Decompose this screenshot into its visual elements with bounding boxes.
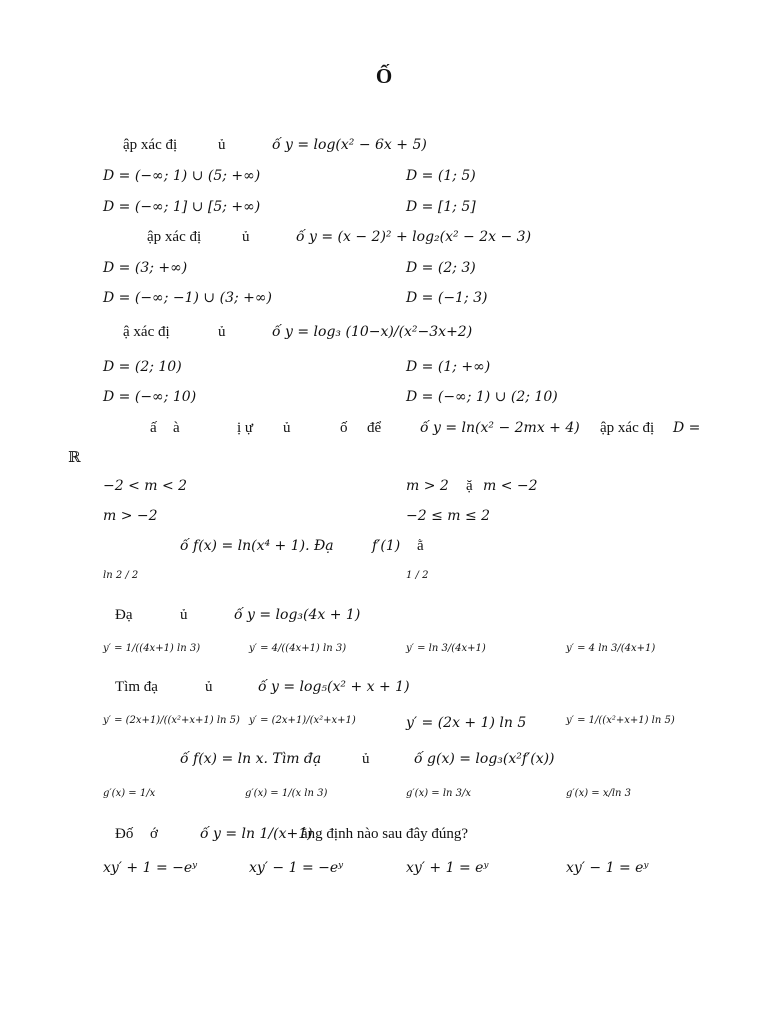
- q9-option-c[interactable]: xy′ + 1 = eʸ: [406, 860, 489, 876]
- q3-option-c[interactable]: D = (−∞; 10): [103, 389, 197, 405]
- question-4-options-row2: [0, 508, 768, 534]
- q7-option-b[interactable]: y′ = (2x+1)/(x²+x+1): [249, 715, 356, 726]
- q5-option-a[interactable]: ln 2 / 2: [103, 570, 139, 581]
- question-1-options-row2: [0, 199, 768, 225]
- q7-option-a[interactable]: y′ = (2x+1)/((x²+x+1) ln 5): [103, 715, 240, 726]
- q4-stem-d: ủ: [283, 420, 291, 436]
- question-2-options-row1: [0, 260, 768, 286]
- q4-option-d[interactable]: −2 ≤ m ≤ 2: [406, 508, 491, 524]
- question-7-stem: [0, 679, 768, 705]
- question-8-stem: [0, 751, 768, 777]
- q1-option-c[interactable]: D = (−∞; 1] ∪ [5; +∞): [103, 199, 261, 215]
- question-7-options: [0, 715, 768, 741]
- q1-stem-b: ủ: [218, 137, 226, 153]
- q4-function: ố y = ln(x² − 2mx + 4): [420, 420, 580, 436]
- q1-option-b[interactable]: D = (1; 5): [406, 168, 476, 184]
- question-4-stem-cont: [0, 448, 768, 474]
- q6-stem-b: ủ: [180, 607, 188, 623]
- question-4-stem: [0, 420, 768, 446]
- q4-option-c[interactable]: m > −2: [103, 508, 158, 524]
- q6-option-d[interactable]: y′ = 4 ln 3/(4x+1): [566, 643, 656, 654]
- q8-stem-b: ủ: [362, 751, 370, 767]
- q4-option-b[interactable]: m > 2: [406, 478, 449, 494]
- q3-option-d[interactable]: D = (−∞; 1) ∪ (2; 10): [406, 389, 558, 405]
- q8-option-a[interactable]: g′(x) = 1/x: [103, 788, 156, 799]
- question-9-stem: [0, 826, 768, 852]
- q2-function: ố y = (x − 2)² + log₂(x² − 2x − 3): [296, 229, 532, 245]
- question-4-options-row1: [0, 478, 768, 504]
- q6-stem-a: Đạ: [115, 607, 133, 623]
- q4-stem-b: à: [173, 420, 180, 436]
- question-5-stem: [0, 538, 768, 564]
- q4-stem-f: để: [367, 420, 382, 436]
- question-3-options-row1: [0, 359, 768, 385]
- q4-stem-a: ấ: [150, 420, 157, 436]
- q4-option-a[interactable]: −2 < m < 2: [103, 478, 188, 494]
- q5-function: ố f(x) = ln(x⁴ + 1). Đạ: [180, 538, 334, 554]
- q9-stem-a: Đố: [115, 826, 134, 842]
- q1-function: ố y = log(x² − 6x + 5): [272, 137, 427, 153]
- q8-option-b[interactable]: g′(x) = 1/(x ln 3): [245, 788, 328, 799]
- q2-option-a[interactable]: D = (3; +∞): [103, 260, 188, 276]
- q3-option-a[interactable]: D = (2; 10): [103, 359, 182, 375]
- q6-option-c[interactable]: y′ = ln 3/(4x+1): [406, 643, 486, 654]
- q5-stem-c: ằ: [417, 538, 424, 554]
- q4-stem-i: D =: [673, 420, 701, 436]
- question-2-options-row2: [0, 290, 768, 316]
- q2-option-d[interactable]: D = (−1; 3): [406, 290, 488, 306]
- question-6-options: [0, 643, 768, 669]
- q7-option-d[interactable]: y′ = 1/((x²+x+1) ln 5): [566, 715, 675, 726]
- q3-stem-a: ậ xác đị: [123, 324, 170, 340]
- q6-option-a[interactable]: y′ = 1/((4x+1) ln 3): [103, 643, 201, 654]
- q4-option-b-part2[interactable]: m < −2: [483, 478, 538, 494]
- question-6-stem: [0, 607, 768, 633]
- q2-option-c[interactable]: D = (−∞; −1) ∪ (3; +∞): [103, 290, 272, 306]
- question-1-stem: [0, 137, 768, 163]
- q7-function: ố y = log₅(x² + x + 1): [258, 679, 410, 695]
- q4-option-b-or: ặ: [466, 478, 473, 494]
- q7-stem-b: ủ: [205, 679, 213, 695]
- question-2-stem: [0, 229, 768, 255]
- q9-stem-b: ớ: [150, 826, 158, 842]
- q8-option-c[interactable]: g′(x) = ln 3/x: [406, 788, 472, 799]
- question-3-stem: [0, 324, 768, 350]
- q9-stem-d: ẳng định nào sau đây đúng?: [301, 826, 469, 842]
- q2-stem-b: ủ: [242, 229, 250, 245]
- q4-real-set: ℝ: [68, 450, 81, 466]
- q5-option-b[interactable]: 1 / 2: [406, 570, 429, 581]
- q6-option-b[interactable]: y′ = 4/((4x+1) ln 3): [249, 643, 347, 654]
- question-3-options-row2: [0, 389, 768, 415]
- q9-function: ố y = ln 1/(x+1): [200, 826, 313, 842]
- q3-option-b[interactable]: D = (1; +∞): [406, 359, 491, 375]
- q5-derivative: f′(1): [372, 538, 401, 554]
- q4-stem-h: ập xác đị: [600, 420, 655, 436]
- q8-option-d[interactable]: g′(x) = x/ln 3: [566, 788, 632, 799]
- q3-stem-b: ủ: [218, 324, 226, 340]
- q8-function-g: ố g(x) = log₃(x²f′(x)): [414, 751, 555, 767]
- q9-option-d[interactable]: xy′ − 1 = eʸ: [566, 860, 649, 876]
- q1-option-d[interactable]: D = [1; 5]: [406, 199, 476, 215]
- q6-function: ố y = log₃(4x + 1): [234, 607, 361, 623]
- q2-option-b[interactable]: D = (2; 3): [406, 260, 476, 276]
- q1-stem-a: ập xác đị: [123, 137, 178, 153]
- q9-option-a[interactable]: xy′ + 1 = −eʸ: [103, 860, 198, 876]
- q8-function-f: ố f(x) = ln x. Tìm đạ: [180, 751, 322, 767]
- question-1-options-row1: [0, 168, 768, 194]
- q4-stem-e: ố: [340, 420, 348, 436]
- q2-stem-a: ập xác đị: [147, 229, 202, 245]
- question-5-options: [0, 570, 768, 596]
- question-9-options: [0, 860, 768, 886]
- q1-option-a[interactable]: D = (−∞; 1) ∪ (5; +∞): [103, 168, 261, 184]
- q7-option-c[interactable]: y′ = (2x + 1) ln 5: [406, 715, 527, 731]
- q7-stem-a: Tìm đạ: [115, 679, 158, 695]
- q3-function: ố y = log₃ (10−x)/(x²−3x+2): [272, 324, 473, 340]
- page-title: Ố: [375, 64, 393, 88]
- q9-option-b[interactable]: xy′ − 1 = −eʸ: [249, 860, 344, 876]
- question-8-options: [0, 788, 768, 814]
- q4-stem-c: ị ự: [237, 420, 254, 436]
